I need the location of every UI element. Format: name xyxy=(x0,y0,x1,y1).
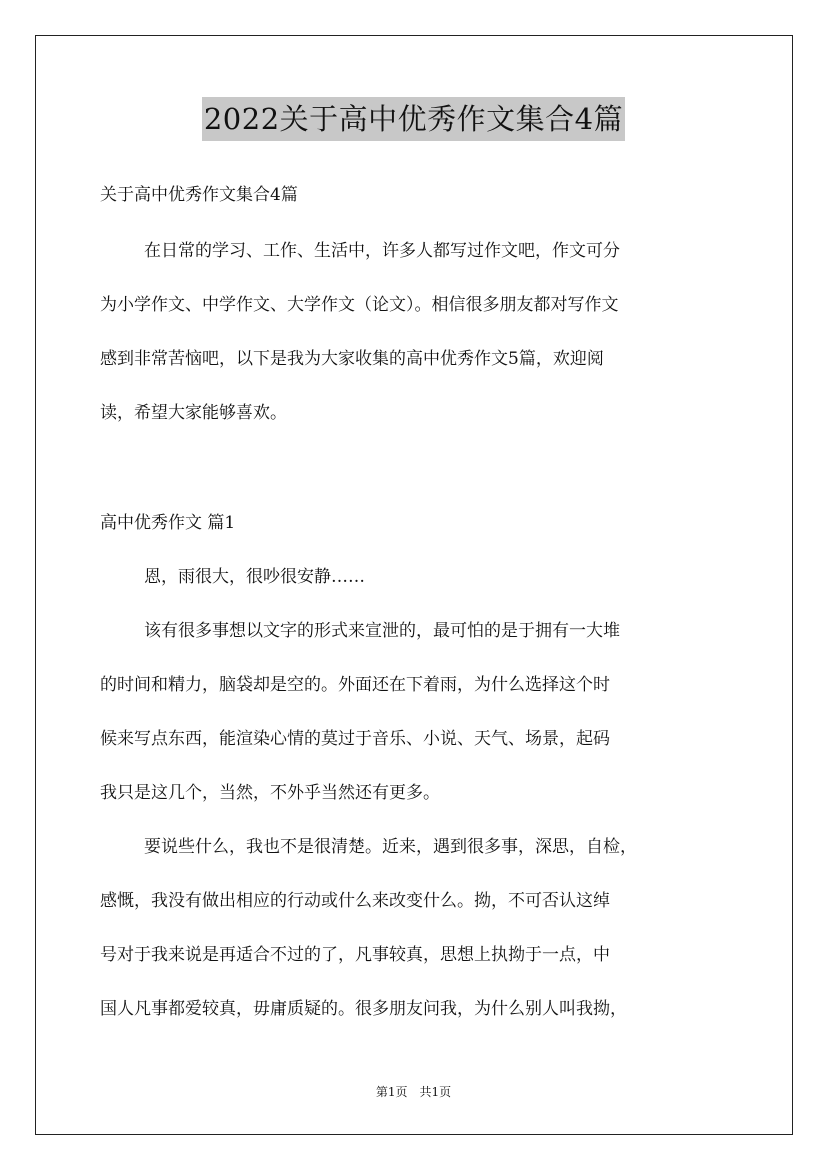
paragraph-line: 该有很多事想以文字的形式来宣泄的，最可怕的是于拥有一大堆 xyxy=(144,621,620,641)
section-heading: 高中优秀作文 篇1 xyxy=(100,513,236,533)
page-footer: 第1页 共1页 xyxy=(375,1085,452,1099)
paragraph-line: 恩，雨很大，很吵很安静…… xyxy=(144,567,365,587)
document-title: 2022关于高中优秀作文集合4篇 xyxy=(202,97,625,141)
title-container xyxy=(0,97,827,141)
intro-line: 读，希望大家能够喜欢。 xyxy=(100,403,287,423)
intro-line: 感到非常苦恼吧，以下是我为大家收集的高中优秀作文5篇，欢迎阅 xyxy=(100,349,604,369)
paragraph-line: 我只是这几个，当然，不外乎当然还有更多。 xyxy=(100,783,440,803)
document-subtitle: 关于高中优秀作文集合4篇 xyxy=(100,185,298,205)
paragraph-line: 候来写点东西，能渲染心情的莫过于音乐、小说、天气、场景，起码 xyxy=(100,729,610,749)
paragraph-line: 号对于我来说是再适合不过的了，凡事较真，思想上执拗于一点，中 xyxy=(100,945,610,965)
paragraph-line: 要说些什么，我也不是很清楚。近来，遇到很多事，深思，自检， xyxy=(144,837,637,857)
intro-line: 为小学作文、中学作文、大学作文（论文）。相信很多朋友都对写作文 xyxy=(100,295,619,315)
paragraph-line: 的时间和精力，脑袋却是空的。外面还在下着雨，为什么选择这个时 xyxy=(100,675,610,695)
paragraph-line: 国人凡事都爱较真，毋庸质疑的。很多朋友问我，为什么别人叫我拗， xyxy=(100,999,627,1019)
intro-line: 在日常的学习、工作、生活中，许多人都写过作文吧，作文可分 xyxy=(144,241,620,261)
paragraph-line: 感慨，我没有做出相应的行动或什么来改变什么。拗，不可否认这绰 xyxy=(100,891,610,911)
